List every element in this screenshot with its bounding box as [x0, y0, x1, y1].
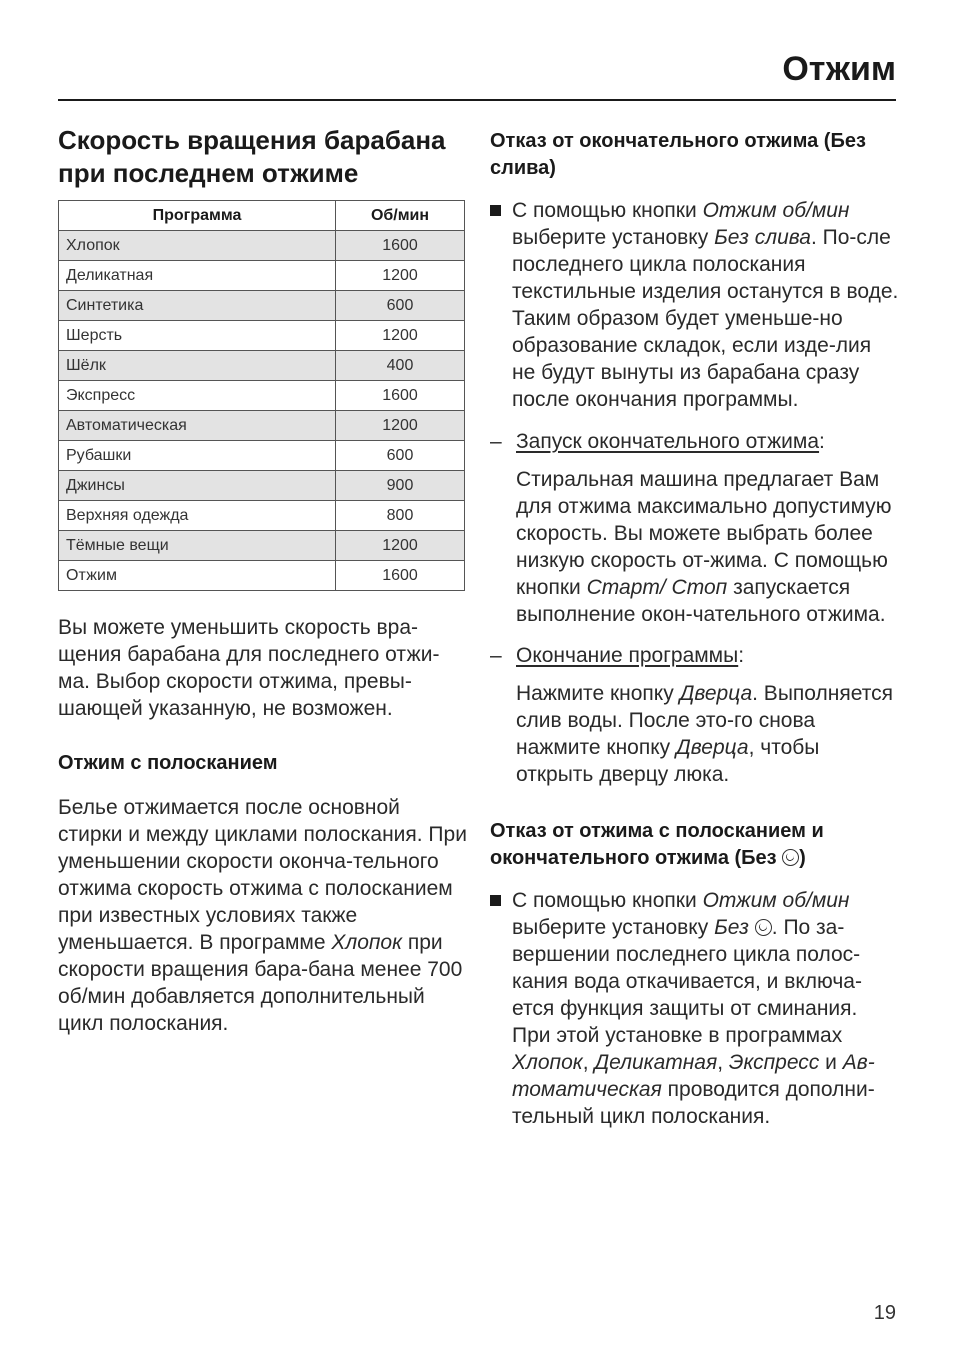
dash-text: Окончание программы:: [516, 644, 745, 667]
rpm-cell: 1200: [336, 321, 465, 351]
program-name: Ав-томатическая: [512, 1051, 875, 1101]
dash-marker: –: [490, 430, 502, 453]
program-cell: Деликатная: [59, 261, 336, 291]
list-item: [490, 887, 900, 1130]
step-label: Окончание программы: [516, 644, 739, 667]
right-column: [490, 128, 900, 1130]
table-row: [59, 231, 465, 261]
table-row: [59, 471, 465, 501]
program-cell: Хлопок: [59, 231, 336, 261]
rpm-cell: 800: [336, 501, 465, 531]
section-heading-rinse: Отжим с полосканием: [58, 752, 278, 774]
table-row: [59, 561, 465, 591]
text-span: С помощью кнопки: [512, 889, 697, 912]
program-name: Деликатная: [594, 1051, 718, 1074]
step-description: [516, 466, 900, 628]
program-cell: Джинсы: [59, 471, 336, 501]
section-heading-no-spin: Отказ от отжима с полосканием и окончательного отжима (Без ): [490, 820, 824, 869]
anti-crease-icon: [782, 849, 799, 866]
option-text: Без: [714, 916, 749, 939]
text-span: С помощью кнопки: [512, 199, 697, 222]
rinse-text-1: Белье отжимается после основной стирки и между циклами полоскания. При уменьшении скорости оконча-тельного отжима скорость отжима с полосканием при известных условиях также уменьшается. В программе: [58, 796, 467, 954]
page-title: Отжим: [782, 50, 896, 88]
rinse-paragraph: [58, 794, 468, 1037]
left-column: [58, 124, 468, 1037]
dash-marker: –: [490, 644, 502, 667]
program-cell: Экспресс: [59, 381, 336, 411]
program-cell: Тёмные вещи: [59, 531, 336, 561]
table-row: [59, 411, 465, 441]
anti-crease-icon: [755, 919, 772, 936]
text-span: Стиральная машина предлагает Вам для отжима максимально допустимую скорость. Вы можете выбрать более низкую скорость от-жима. С помощью кнопки: [516, 468, 892, 599]
rpm-cell: 400: [336, 351, 465, 381]
rinse-text-2: при скорости вращения бара-бана менее 700 об/мин добавляется дополнительный цикл полоскания.: [58, 931, 463, 1035]
text-span: . Выполняется слив воды. После это-го снова нажмите кнопку: [516, 682, 893, 759]
rpm-cell: 1200: [336, 261, 465, 291]
rpm-cell: 1600: [336, 381, 465, 411]
button-name: Отжим об/мин: [702, 889, 850, 912]
list-item: [490, 642, 900, 669]
spin-speed-table: [58, 200, 465, 591]
table-row: [59, 321, 465, 351]
program-cell: Рубашки: [59, 441, 336, 471]
option-name: [714, 916, 772, 939]
list-item: [490, 428, 900, 455]
table-row: [59, 381, 465, 411]
option-name: Без слива: [714, 226, 811, 249]
program-cell: Автоматическая: [59, 411, 336, 441]
text-span: и: [825, 1051, 837, 1074]
button-name: Дверца: [676, 736, 749, 759]
section-heading-no-drain: Отказ от окончательного отжима (Без слива): [490, 130, 866, 179]
table-row: [59, 501, 465, 531]
rpm-cell: 1200: [336, 531, 465, 561]
rpm-cell: 1600: [336, 561, 465, 591]
header-rule: [58, 99, 896, 101]
text-span: Нажмите кнопку: [516, 682, 674, 705]
dash-text: Запуск окончательного отжима:: [516, 430, 825, 453]
rinse-program-name: Хлопок: [331, 931, 403, 954]
bullet-text: С помощью кнопки Отжим об/мин выберите установку Без . По за-вершении последнего цикла полос-кания вода откачивается, и включа-ется функция защиты от сминания. При этой установке в программах Хлопок, Деликатная, Экспресс и Ав-томатическая проводится дополни-тельный цикл полоскания.: [512, 889, 875, 1128]
button-name: Дверца: [679, 682, 753, 705]
column-header-rpm: Об/мин: [336, 201, 465, 231]
bullet-square-icon: [490, 887, 512, 1130]
rpm-cell: 1600: [336, 231, 465, 261]
table-row: [59, 441, 465, 471]
list-item: [490, 197, 900, 413]
heading-text: Отказ от отжима с полосканием и окончательного отжима (Без: [490, 820, 824, 869]
rpm-cell: 600: [336, 291, 465, 321]
bullet-square-icon: [490, 197, 512, 413]
button-name: Старт/ Стоп: [586, 576, 728, 599]
intro-paragraph: Вы можете уменьшить скорость вра-щения барабана для последнего отжи-ма. Выбор скорости отжима, превы-шающей указанную, не возможен.: [58, 616, 440, 720]
rpm-cell: 900: [336, 471, 465, 501]
table-row: [59, 351, 465, 381]
program-name: Хлопок: [512, 1051, 583, 1074]
table-header-row: [59, 201, 465, 231]
table-row: [59, 531, 465, 561]
text-span: выберите установку: [512, 226, 709, 249]
text-span: выберите установку: [512, 916, 709, 939]
column-header-program: Программа: [59, 201, 336, 231]
table-row: [59, 261, 465, 291]
step-description: [516, 680, 900, 788]
program-cell: Синтетика: [59, 291, 336, 321]
text-span: . По-сле последнего цикла полоскания текстильные изделия останутся в воде. Таким образом будет уменьше-но образование складок, если изде-лия не будут вынуты из барабана сразу после окончания программы.: [512, 226, 899, 411]
rpm-cell: 1200: [336, 411, 465, 441]
step-label: Запуск окончательного отжима: [516, 430, 820, 453]
table-row: [59, 291, 465, 321]
button-name: Отжим об/мин: [702, 199, 850, 222]
rpm-cell: 600: [336, 441, 465, 471]
program-cell: Отжим: [59, 561, 336, 591]
program-cell: Шерсть: [59, 321, 336, 351]
program-cell: Верхняя одежда: [59, 501, 336, 531]
text-span: запускается выполнение окон-чательного отжима.: [516, 576, 886, 626]
page-number: 19: [873, 1302, 896, 1324]
text-span: , чтобы открыть дверцу люка.: [516, 736, 820, 786]
text-span: . По за-вершении последнего цикла полос-кания вода откачивается, и включа-ется функция защиты от сминания. При этой установке в программах: [512, 916, 862, 1047]
program-name: Экспресс: [728, 1051, 820, 1074]
section-heading-speed: Скорость вращения барабана при последнем отжиме: [58, 125, 446, 188]
bullet-text: [512, 197, 900, 413]
program-cell: Шёлк: [59, 351, 336, 381]
text-span: проводится дополни-тельный цикл полоскания.: [512, 1078, 875, 1128]
